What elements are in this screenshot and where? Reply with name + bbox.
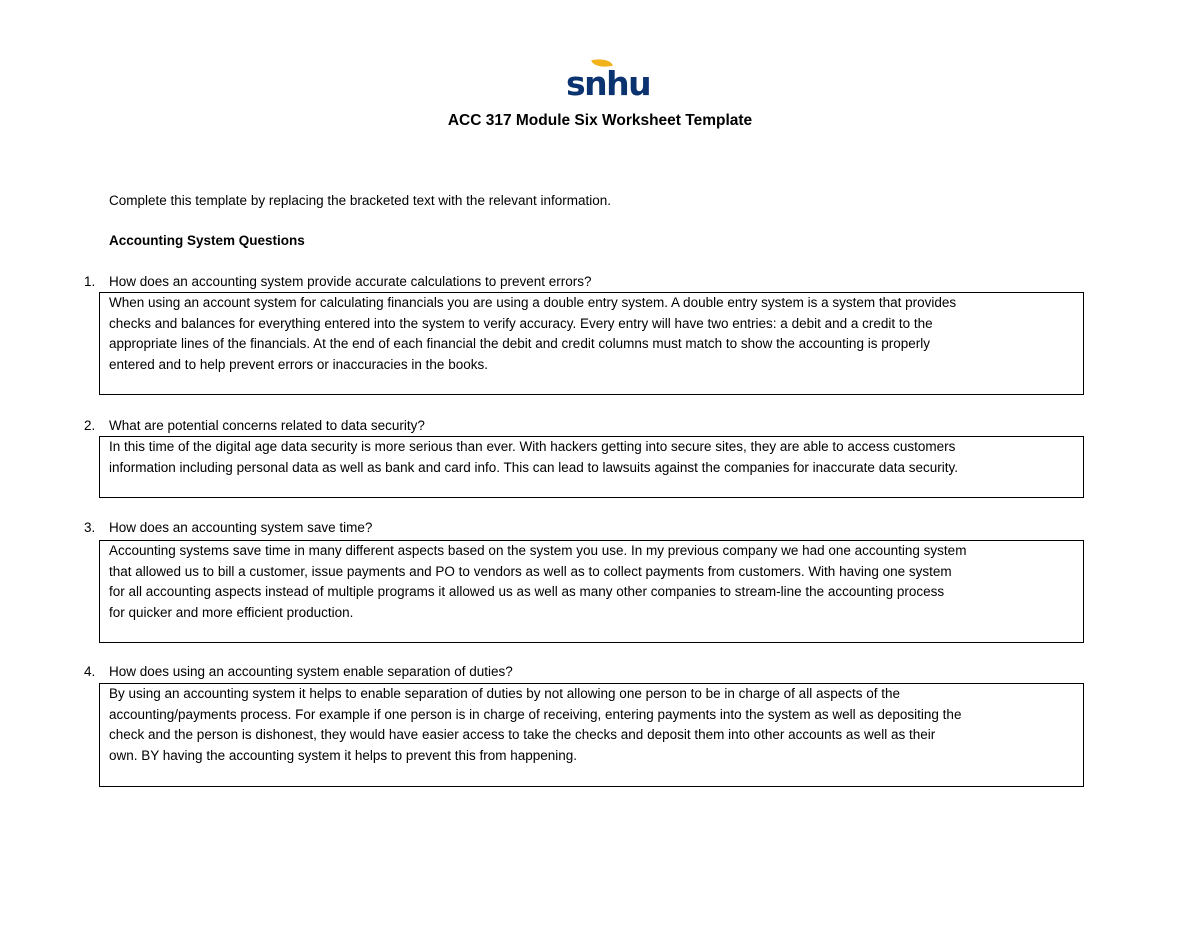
snhu-logo xyxy=(566,58,651,104)
answer-text: Accounting systems save time in many different aspects based on the system you use. In my previous company we had one accounting system that allowed us to bill a customer, issue payments and PO to vendors as well as to collect payments from customers. With having one system for all accounting aspects instead of multiple programs it allowed us as well as many other companies to stream-line the accounting process for quicker and more efficient production. xyxy=(109,543,967,620)
question-text: What are potential concerns related to data security? xyxy=(109,418,425,433)
document-title: ACC 317 Module Six Worksheet Template xyxy=(447,112,753,129)
answer-box[interactable] xyxy=(99,292,1084,395)
logo-wordmark: snhu xyxy=(566,64,651,103)
question-number: 2. xyxy=(84,418,96,433)
question-number: 4. xyxy=(84,664,96,679)
question-text: How does using an accounting system enable separation of duties? xyxy=(109,664,513,679)
answer-box[interactable] xyxy=(99,436,1084,498)
instructions-text: Complete this template by replacing the bracketed text with the relevant information. xyxy=(109,193,612,208)
question-text: How does an accounting system provide accurate calculations to prevent errors? xyxy=(109,274,592,289)
question-number: 1. xyxy=(84,274,96,289)
section-heading: Accounting System Questions xyxy=(109,233,305,248)
answer-box[interactable] xyxy=(99,683,1084,787)
answer-text: When using an account system for calculating financials you are using a double entry system. A double entry system is a system that provides checks and balances for everything entered into the system to verify accuracy. Every entry will have two entries: a debit and a credit to the appropriate lines of the financials. At the end of each financial the debit and credit columns must match to show the accounting is properly entered and to help prevent errors or inaccuracies in the books. xyxy=(109,295,957,372)
answer-text: By using an accounting system it helps to enable separation of duties by not allowing one person to be in charge of all aspects of the accounting/payments process. For example if one person is in charge of receiving, entering payments into the system as well as depositing the check and the person is dishonest, they would have easier access to take the checks and deposit them into other accounts as well as their own. BY having the accounting system it helps to prevent this from happening. xyxy=(109,686,962,763)
question-number: 3. xyxy=(84,520,96,535)
answer-box[interactable] xyxy=(99,540,1084,643)
answer-text: In this time of the digital age data security is more serious than ever. With hackers getting into secure sites, they are able to access customers information including personal data as well as bank and card info. This can lead to lawsuits against the companies for inaccurate data security. xyxy=(109,439,958,475)
question-text: How does an accounting system save time? xyxy=(109,520,373,535)
